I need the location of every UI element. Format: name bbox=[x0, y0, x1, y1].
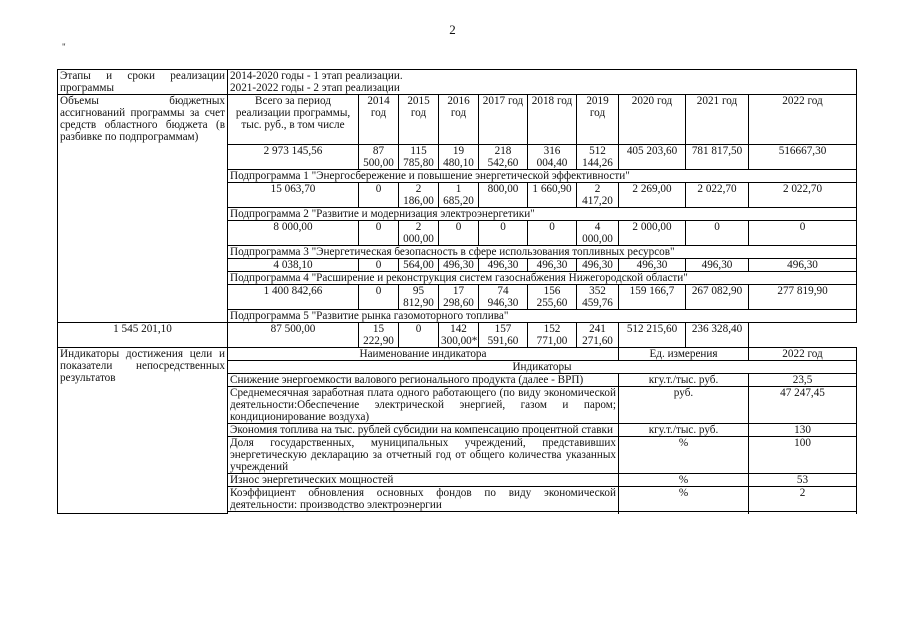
indicator-name: Доля государственных, муниципальных учреждений, представивших энергетическую декларацию за отчетный год от общего количества указанных учреждений bbox=[228, 437, 619, 474]
budget-cell: 95 812,90 bbox=[399, 285, 439, 310]
indicator-name: Снижение энергоемкости валового регионального продукта (далее - ВРП) bbox=[228, 374, 619, 387]
subprogram-values-row bbox=[58, 323, 857, 348]
budget-cell: 87 500,00 bbox=[228, 323, 359, 348]
indicator-unit-header: Ед. измерения bbox=[619, 348, 749, 361]
budget-cell: 2 417,20 bbox=[577, 183, 619, 208]
budget-cell: 496,30 bbox=[686, 259, 749, 272]
indicator-value: 53 bbox=[749, 474, 857, 487]
budget-cell: 405 203,60 bbox=[619, 145, 686, 170]
year-header: 2018 год bbox=[528, 95, 577, 145]
indicator-unit: кгу.т./тыс. руб. bbox=[619, 424, 749, 437]
budget-cell: 352 459,76 bbox=[577, 285, 619, 310]
indicator-unit: % bbox=[619, 487, 749, 512]
year-header: 2021 год bbox=[686, 95, 749, 145]
page-number: 2 bbox=[449, 22, 456, 37]
budget-cell: 564,00 bbox=[399, 259, 439, 272]
budget-cell: 0 bbox=[399, 323, 439, 348]
budget-cell: 496,30 bbox=[439, 259, 479, 272]
budget-cell: 15 063,70 bbox=[228, 183, 359, 208]
budget-cell: 496,30 bbox=[479, 259, 528, 272]
budget-header-row bbox=[58, 95, 857, 145]
budget-cell: 0 bbox=[479, 221, 528, 246]
budget-cell: 241 271,60 bbox=[577, 323, 619, 348]
budget-cell: 0 bbox=[686, 221, 749, 246]
budget-cell: 0 bbox=[528, 221, 577, 246]
year-header: 2015 год bbox=[399, 95, 439, 145]
spacer-cell bbox=[619, 512, 749, 514]
budget-cell: 496,30 bbox=[749, 259, 857, 272]
budget-cell: 0 bbox=[439, 221, 479, 246]
budget-cell: 1 685,20 bbox=[439, 183, 479, 208]
budget-cell: 512 215,60 bbox=[619, 323, 686, 348]
indicator-value: 2 bbox=[749, 487, 857, 512]
budget-cell: 152 771,00 bbox=[528, 323, 577, 348]
budget-cell: 0 bbox=[359, 183, 399, 208]
budget-cell: 2 973 145,56 bbox=[228, 145, 359, 170]
budget-cell: 157 591,60 bbox=[479, 323, 528, 348]
indicator-value: 47 247,45 bbox=[749, 387, 857, 424]
budget-cell: 2 022,70 bbox=[749, 183, 857, 208]
subprogram-title: Подпрограмма 1 "Энергосбережение и повышение энергетической эффективности" bbox=[228, 170, 857, 183]
top-mark: " bbox=[62, 42, 66, 52]
spacer-cell bbox=[749, 512, 857, 514]
budget-cell: 142 300,00* bbox=[439, 323, 479, 348]
subprogram-title: Подпрограмма 2 "Развитие и модернизация электроэнергетики" bbox=[228, 208, 857, 221]
budget-cell: 87 500,00 bbox=[359, 145, 399, 170]
indicators-section-title: Индикаторы bbox=[228, 361, 857, 374]
budget-cell: 159 166,7 bbox=[619, 285, 686, 310]
indicator-unit: % bbox=[619, 474, 749, 487]
year-header: 2017 год bbox=[479, 95, 528, 145]
indicator-year-header: 2022 год bbox=[749, 348, 857, 361]
budget-cell: 516667,30 bbox=[749, 145, 857, 170]
budget-cell: 2 186,00 bbox=[399, 183, 439, 208]
budget-cell: 1 660,90 bbox=[528, 183, 577, 208]
budget-cell: 115 785,80 bbox=[399, 145, 439, 170]
budget-cell: 0 bbox=[359, 259, 399, 272]
budget-cell: 2 000,00 bbox=[399, 221, 439, 246]
budget-cell: 512 144,26 bbox=[577, 145, 619, 170]
indicator-unit: кгу.т./тыс. руб. bbox=[619, 374, 749, 387]
budget-cell: 496,30 bbox=[619, 259, 686, 272]
budget-cell: 74 946,30 bbox=[479, 285, 528, 310]
indicator-value: 130 bbox=[749, 424, 857, 437]
budget-cell: 4 038,10 bbox=[228, 259, 359, 272]
budget-cell: 496,30 bbox=[577, 259, 619, 272]
spacer-cell bbox=[228, 512, 619, 514]
budget-cell: 8 000,00 bbox=[228, 221, 359, 246]
budget-cell: 781 817,50 bbox=[686, 145, 749, 170]
stages-label: Этапы и сроки реализации программы bbox=[58, 70, 228, 95]
indicator-name: Среднемесячная заработная плата одного работающего (по виду экономической деятельности:Обеспечение электрической энергией, газом и паром; кондиционирование воздуха) bbox=[228, 387, 619, 424]
budget-cell: 0 bbox=[359, 285, 399, 310]
indicator-value: 23,5 bbox=[749, 374, 857, 387]
budget-cell: 17 298,60 bbox=[439, 285, 479, 310]
year-header: 2016 год bbox=[439, 95, 479, 145]
year-header: 2020 год bbox=[619, 95, 686, 145]
budget-label: Объемы бюджетных ассигнований программы за счет средств областного бюджета (в разбивке по подпрограммам) bbox=[58, 95, 228, 323]
budget-cell: 1 545 201,10 bbox=[58, 323, 228, 348]
budget-cell: 15 222,90 bbox=[359, 323, 399, 348]
stages-text bbox=[228, 70, 857, 95]
subprogram-title: Подпрограмма 5 "Развитие рынка газомоторного топлива" bbox=[228, 310, 857, 323]
budget-cell: 236 328,40 bbox=[686, 323, 749, 348]
budget-cell: 316 004,40 bbox=[528, 145, 577, 170]
indicator-unit: руб. bbox=[619, 387, 749, 424]
budget-cell: 496,30 bbox=[528, 259, 577, 272]
stages-row bbox=[58, 70, 857, 95]
indicator-name-header: Наименование индикатора bbox=[228, 348, 619, 361]
indicator-value: 100 bbox=[749, 437, 857, 474]
budget-total-header: Всего за период реализации программы, тыс. руб., в том числе bbox=[228, 95, 359, 145]
budget-cell: 277 819,90 bbox=[749, 285, 857, 310]
indicator-name: Износ энергетических мощностей bbox=[228, 474, 619, 487]
indicators-label: Индикаторы достижения цели и показатели непосредственных результатов bbox=[58, 348, 228, 514]
indicators-header-row bbox=[58, 348, 857, 361]
budget-cell: 0 bbox=[749, 221, 857, 246]
budget-cell: 218 542,60 bbox=[479, 145, 528, 170]
subprogram-title: Подпрограмма 3 "Энергетическая безопасность в сфере использования топливных ресурсов" bbox=[228, 246, 857, 259]
indicator-unit: % bbox=[619, 437, 749, 474]
budget-cell: 0 bbox=[359, 221, 399, 246]
budget-cell: 800,00 bbox=[479, 183, 528, 208]
subprogram-title: Подпрограмма 4 "Расширение и реконструкция систем газоснабжения Нижегородской области" bbox=[228, 272, 857, 285]
stages-line-2: 2021-2022 годы - 2 этап реализации bbox=[230, 82, 400, 94]
indicator-name: Экономия топлива на тыс. рублей субсидии на компенсацию процентной ставки bbox=[228, 424, 619, 437]
year-header: 2014 год bbox=[359, 95, 399, 145]
budget-cell: 156 255,60 bbox=[528, 285, 577, 310]
stages-line-1: 2014-2020 годы - 1 этап реализации. bbox=[230, 70, 403, 82]
budget-cell: 2 000,00 bbox=[619, 221, 686, 246]
budget-cell: 4 000,00 bbox=[577, 221, 619, 246]
budget-cell: 2 022,70 bbox=[686, 183, 749, 208]
budget-cell: 19 480,10 bbox=[439, 145, 479, 170]
indicator-name: Коэффициент обновления основных фондов по виду экономической деятельности: производство электроэнергии bbox=[228, 487, 619, 512]
year-header: 2022 год bbox=[749, 95, 857, 145]
passport-table bbox=[57, 69, 857, 514]
year-header: 2019 год bbox=[577, 95, 619, 145]
budget-cell: 267 082,90 bbox=[686, 285, 749, 310]
budget-cell: 2 269,00 bbox=[619, 183, 686, 208]
budget-cell: 1 400 842,66 bbox=[228, 285, 359, 310]
